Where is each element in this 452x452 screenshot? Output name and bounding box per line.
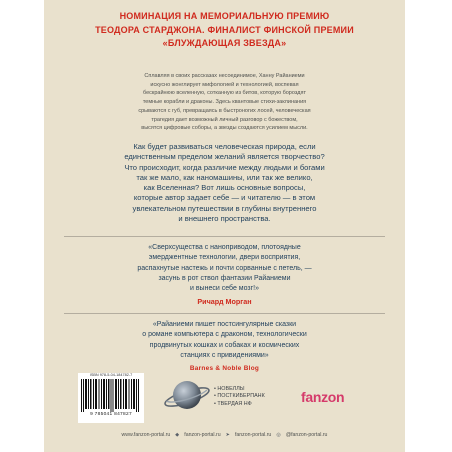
vk-icon: ◆ [175, 432, 180, 438]
divider [64, 313, 385, 314]
quote-line: эмерджентные технологии, двери восприятия, [148, 254, 301, 262]
divider [64, 236, 385, 237]
telegram-link[interactable]: fanzon-portal.ru [234, 432, 272, 438]
blurb-line: Как будет развиваться человеческая природа, если [133, 142, 316, 151]
intro-line: срываются с губ, превращаясь в быстроногих лосей, человеческая [138, 107, 311, 114]
intro-line: темные корабли и драконы. Здесь квантовые стихи-заклинания [142, 99, 307, 106]
quote-line: станциях с привидениями» [180, 351, 269, 359]
isbn-number: ISBN 978-5-04-184782-7 [89, 373, 133, 377]
quote-line: «Райаниеми пишет постсингулярные сказки [152, 321, 297, 328]
vk-link[interactable]: fanzon-portal.ru [184, 432, 221, 438]
intro-paragraph [96, 72, 353, 133]
award-headline-line: «БЛУЖДАЮЩАЯ ЗВЕЗДА» [162, 38, 287, 48]
genre-item: • НОВЕЛЛЫ [214, 386, 245, 392]
intro-line: высятся цифровые соборы, а звезды создаются усилием мысли. [141, 125, 308, 132]
blurb-line: которые автор задает себе — и читателю — в этом [133, 193, 316, 203]
award-headline-line: НОМИНАЦИЯ НА МЕМОРИАЛЬНУЮ ПРЕМИЮ [119, 11, 330, 21]
publisher-links [56, 432, 393, 438]
instagram-link[interactable]: @fanzon-portal.ru [285, 432, 328, 438]
award-headline-line: ТЕОДОРА СТАРДЖОНА. ФИНАЛИСТ ФИНСКОЙ ПРЕМИИ [95, 24, 354, 35]
blurb-paragraph [72, 142, 377, 224]
intro-line: искусно жонглирует мифологией и технологией, воспевая [150, 81, 299, 88]
quote-morgan [72, 243, 377, 294]
series-genre-list [214, 386, 265, 408]
isbn-barcode [78, 373, 144, 423]
blurb-line: увлекательном путешествии в глубины внутреннего [132, 203, 317, 213]
quote-barnes-noble [72, 320, 377, 361]
barcode-digits: 9 785041 847827 [90, 412, 132, 417]
saturn-planet-icon [162, 370, 212, 420]
blurb-line: Что происходит, когда различие между людьми и богами [124, 162, 325, 172]
blurb-line: как Вселенная? Вот лишь основные вопросы, [143, 183, 306, 193]
quote-line: «Сверхсущества с наноприводом, плотоядные [148, 244, 301, 251]
quote-author: Barnes & Noble Blog [189, 365, 260, 372]
blurb-line: единственным пределом желаний является творчество? [124, 152, 325, 162]
genre-item: • ТВЕРДАЯ НФ [214, 400, 252, 407]
blurb-line: и внешнего пространства. [178, 214, 271, 224]
website-link[interactable]: www.fanzon-portal.ru [121, 432, 171, 438]
quote-line: засунь в рот ствол фантазии Райаниеми [158, 274, 291, 282]
book-back-cover [44, 0, 405, 452]
fanzon-logo: fanzon [301, 389, 345, 405]
blurb-line: так же мало, как наномашины, или так же велико, [136, 172, 313, 182]
quote-line: и вынеси себе мозг!» [189, 285, 260, 293]
barcode-bars-icon [81, 379, 141, 412]
telegram-icon: ➤ [225, 432, 230, 438]
genre-item: • ПОСТКИБЕРПАНК [214, 393, 265, 400]
quote-line: продвинутых кошках и собаках и космических [149, 341, 300, 349]
quote-line: распахнутые настежь и почти сорванные с петель, — [137, 264, 312, 272]
quote-author: Ричард Морган [197, 297, 252, 306]
intro-line: трагедия дает возможный личный разговор с божеством, [151, 116, 298, 123]
quote-line: о романе компьютера с драконом, технологически [142, 331, 307, 339]
intro-line: Сплавляя в своих рассказах несоединимое, Ханну Райаниеми [144, 73, 305, 79]
award-headline [64, 10, 385, 51]
instagram-icon: ◎ [276, 432, 281, 438]
intro-line: бескрайнюю вселенную, сотканную из битов, которую бороздят [143, 90, 306, 97]
